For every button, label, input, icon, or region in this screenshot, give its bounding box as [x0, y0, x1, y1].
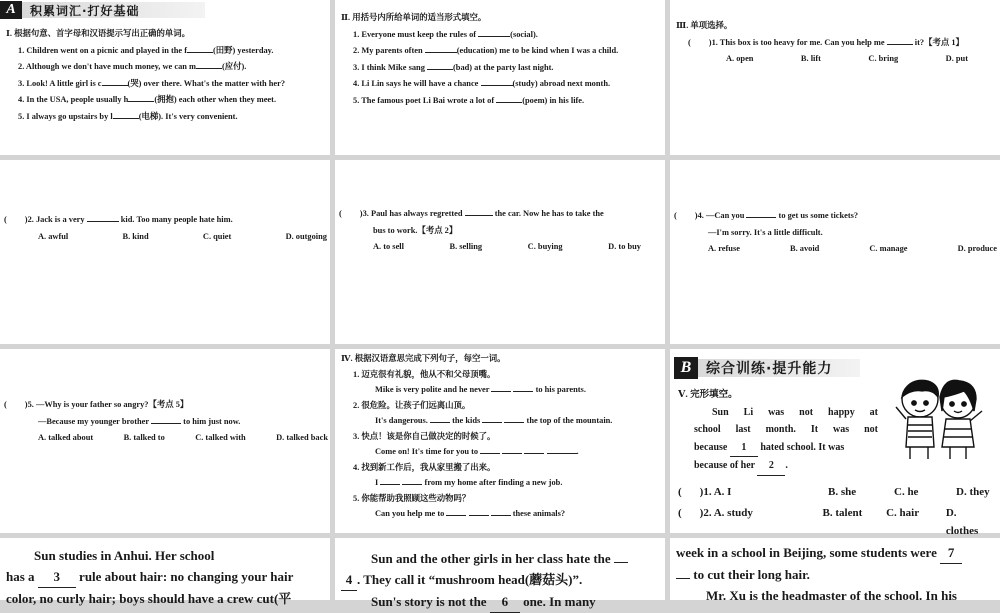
passage-line: Sun studies in Anhui. Her school [34, 548, 215, 563]
passage-line: to cut their long hair. [676, 564, 994, 585]
passage-tile [335, 538, 665, 609]
section-letter: A [0, 1, 22, 19]
question: ( )5. —Why is your father so angry?【考点 5】 [4, 400, 189, 409]
answer-blank[interactable] [491, 383, 511, 392]
exercise-instruction: Ⅱ. 用括号内所给单词的适当形式填空。 [341, 13, 487, 22]
option[interactable]: B. lift [800, 54, 821, 63]
option[interactable]: D. produce [957, 244, 997, 253]
exercise-item: 3. Look! A little girl is c (哭) over there. What's the matter with her? [18, 78, 286, 88]
exercise-item: 2. My parents often (education) me to be kind when I was a child. [353, 46, 619, 55]
answer-blank[interactable] [513, 383, 533, 392]
answer-blank[interactable] [187, 44, 213, 53]
option[interactable]: B. selling [449, 242, 483, 251]
chinese-sentence: 4. 找到新工作后，我从家里搬了出来。 [353, 462, 496, 472]
option[interactable]: B. avoid [790, 244, 820, 253]
english-sentence: I from my home after finding a new job. [375, 478, 563, 487]
cloze-tile [670, 349, 1000, 537]
english-sentence: Come on! It's time for you to . [375, 447, 579, 456]
dialogue-reply: —Because my younger brother to him just now. [38, 416, 241, 426]
cloze-blank[interactable]: 2 [757, 457, 785, 476]
passage-line: has a 3 rule about hair: no changing your hair [6, 566, 324, 588]
option[interactable]: B. talked to [123, 433, 165, 442]
options-row [4, 229, 327, 246]
options-row [4, 430, 328, 447]
answer-blank[interactable] [478, 28, 510, 37]
answer-blank[interactable] [113, 110, 139, 119]
exercise-instruction: Ⅲ. 单项选择。 [676, 21, 733, 30]
options-row [674, 241, 997, 258]
option[interactable]: A. awful [38, 231, 69, 241]
exercise-instruction: Ⅰ. 根据句意、首字母和汉语提示写出正确的单词。 [6, 29, 190, 38]
options-row [676, 51, 994, 68]
answer-blank[interactable] [427, 61, 453, 70]
english-sentence: Can you help me to these animals? [375, 509, 566, 518]
multiple-choice-tile [0, 349, 330, 533]
english-sentence: It's dangerous. the kids the top of the mountain. [375, 416, 613, 425]
option[interactable]: A. talked about [38, 433, 94, 442]
option[interactable]: C. talked with [195, 433, 246, 442]
section-letter: B [674, 357, 698, 379]
exercise-item: 5. I always go upstairs by l (电梯). It's very convenient. [18, 111, 238, 121]
option[interactable]: A. open [726, 54, 754, 63]
option[interactable]: C. he [894, 486, 919, 498]
chinese-sentence: 3. 快点！该是你自己做决定的时候了。 [353, 431, 496, 441]
cloze-blank[interactable]: 3 [38, 566, 76, 588]
option[interactable]: C. bring [868, 54, 899, 63]
answer-blank[interactable] [380, 476, 400, 485]
cloze-blank[interactable] [676, 570, 690, 579]
question: ( )1. This box is too heavy for me. Can you help me it?【考点 1】 [688, 37, 964, 47]
answer-blank[interactable] [887, 36, 913, 45]
english-sentence: Mike is very polite and he never to his parents. [375, 385, 586, 394]
answer-blank[interactable] [496, 94, 522, 103]
section-a-banner [0, 0, 205, 20]
answer-blank[interactable] [196, 60, 222, 69]
answer-blank[interactable] [87, 213, 119, 222]
question: ( )2. Jack is a very kid. Too many people hate him. [4, 215, 233, 224]
passage-line: 4 . They call it “mushroom head(蘑菇头)”. [341, 569, 661, 591]
exercise-item: 2. Although we don't have much money, we can m (应付). [18, 62, 247, 71]
exercise-instruction: Ⅴ. 完形填空。 [678, 390, 738, 400]
option[interactable]: B. kind [122, 231, 149, 241]
answer-blank[interactable] [547, 445, 577, 454]
passage-tile [0, 538, 330, 606]
answer-blank[interactable] [425, 44, 457, 53]
answer-blank[interactable] [446, 507, 466, 516]
chinese-sentence: 1. 迈克很有礼貌，他从不和父母顶嘴。 [353, 369, 496, 379]
answer-blank[interactable] [430, 414, 450, 423]
option[interactable]: D. clothes [945, 507, 979, 537]
question: ( )3. Paul has always regretted the car. Now he has to take the [339, 209, 604, 218]
section-title: 积累词汇·打好基础 [22, 2, 205, 18]
answer-blank[interactable] [128, 93, 154, 102]
answer-blank[interactable] [746, 209, 776, 218]
option[interactable]: D. put [945, 54, 968, 63]
exercise-item: 1. Everyone must keep the rules of (social). [353, 29, 538, 39]
answer-blank[interactable] [402, 476, 422, 485]
option[interactable]: C. buying [527, 242, 563, 251]
option[interactable]: A. to sell [373, 242, 404, 251]
answer-blank[interactable] [151, 415, 181, 424]
answer-blank[interactable] [465, 207, 493, 216]
option[interactable]: C. manage [869, 244, 908, 253]
option[interactable]: D. talked back [276, 433, 328, 442]
exercise-item: 1. Children went on a picnic and played in the f (田野) yesterday. [18, 45, 274, 55]
option[interactable]: C. quiet [202, 231, 232, 241]
exercise-item: 5. The famous poet Li Bai wrote a lot of (poem) in his life. [353, 95, 585, 105]
answer-blank[interactable] [481, 77, 513, 86]
cloze-blank[interactable]: 6 [490, 591, 520, 613]
question-continued: bus to work.【考点 2】 [373, 225, 458, 235]
cloze-blank[interactable] [614, 554, 628, 563]
word-form-tile [335, 0, 665, 155]
passage-line: week in a school in Beijing, some students were 7 [676, 542, 994, 564]
multiple-choice-tile [670, 0, 1000, 155]
options-row [339, 239, 663, 256]
answer-blank[interactable] [480, 445, 500, 454]
exercise-instruction: Ⅳ. 根据汉语意思完成下列句子，每空一词。 [341, 354, 506, 363]
answer-blank[interactable] [482, 414, 502, 423]
answer-blank[interactable] [491, 507, 511, 516]
answer-blank[interactable] [504, 414, 524, 423]
exercise-item: 4. Li Lin says he will have a chance (study) abroad next month. [353, 79, 611, 88]
passage-tile [670, 538, 1000, 603]
chinese-sentence: 5. 你能帮助我照顾这些动物吗？ [353, 493, 471, 503]
cloze-question: ( )2. A. study B. talent C. hair D. clothes [678, 504, 990, 540]
multiple-choice-tile [335, 160, 665, 344]
passage-line: Sun and the other girls in her class hate the [341, 548, 661, 569]
cloze-blank[interactable]: 4 [341, 569, 357, 591]
cloze-blank[interactable]: 1 [730, 439, 758, 458]
translation-tile [335, 349, 665, 533]
multiple-choice-tile [0, 160, 330, 344]
option[interactable]: D. they [956, 486, 990, 498]
answer-blank[interactable] [102, 77, 128, 86]
option[interactable]: A. refuse [708, 244, 740, 253]
exercise-item: 4. In the USA, people usually h (拥抱) each other when they meet. [18, 95, 277, 104]
boy-and-girl-illustration [888, 367, 988, 467]
passage-line: color, no curly hair; boys should have a crew cut(平 [6, 591, 292, 606]
cloze-question: ( )1. A. I B. she C. he D. they [678, 483, 990, 501]
option[interactable]: D. to buy [608, 242, 641, 251]
option[interactable]: B. she [828, 486, 857, 498]
multiple-choice-tile [670, 160, 1000, 344]
question: ( )4. —Can you to get us some tickets? [674, 211, 859, 220]
section-title: 综合训练·提升能力 [698, 359, 860, 377]
answer-blank[interactable] [502, 445, 522, 454]
answer-blank[interactable] [524, 445, 544, 454]
option[interactable]: C. hair [886, 507, 920, 519]
vocab-section-tile [0, 0, 330, 155]
option[interactable]: D. outgoing [285, 231, 327, 241]
chinese-sentence: 2. 很危险。让孩子们远离山顶。 [353, 400, 471, 410]
cloze-passage: Sun Li was not happy at school last month. It was not because 1 hated school. It was because of her 2 . [678, 404, 878, 476]
cloze-blank[interactable]: 7 [940, 542, 962, 564]
exercise-item: 3. I think Mike sang (bad) at the party last night. [353, 62, 554, 72]
passage-line: Sun's story is not the 6 one. In many [341, 591, 661, 613]
option[interactable]: B. talent [822, 507, 863, 519]
section-b-banner [674, 357, 860, 379]
passage-line: Mr. Xu is the headmaster of the school. In his [706, 588, 957, 603]
dialogue-reply: —I'm sorry. It's a little difficult. [708, 227, 823, 237]
answer-blank[interactable] [469, 507, 489, 516]
